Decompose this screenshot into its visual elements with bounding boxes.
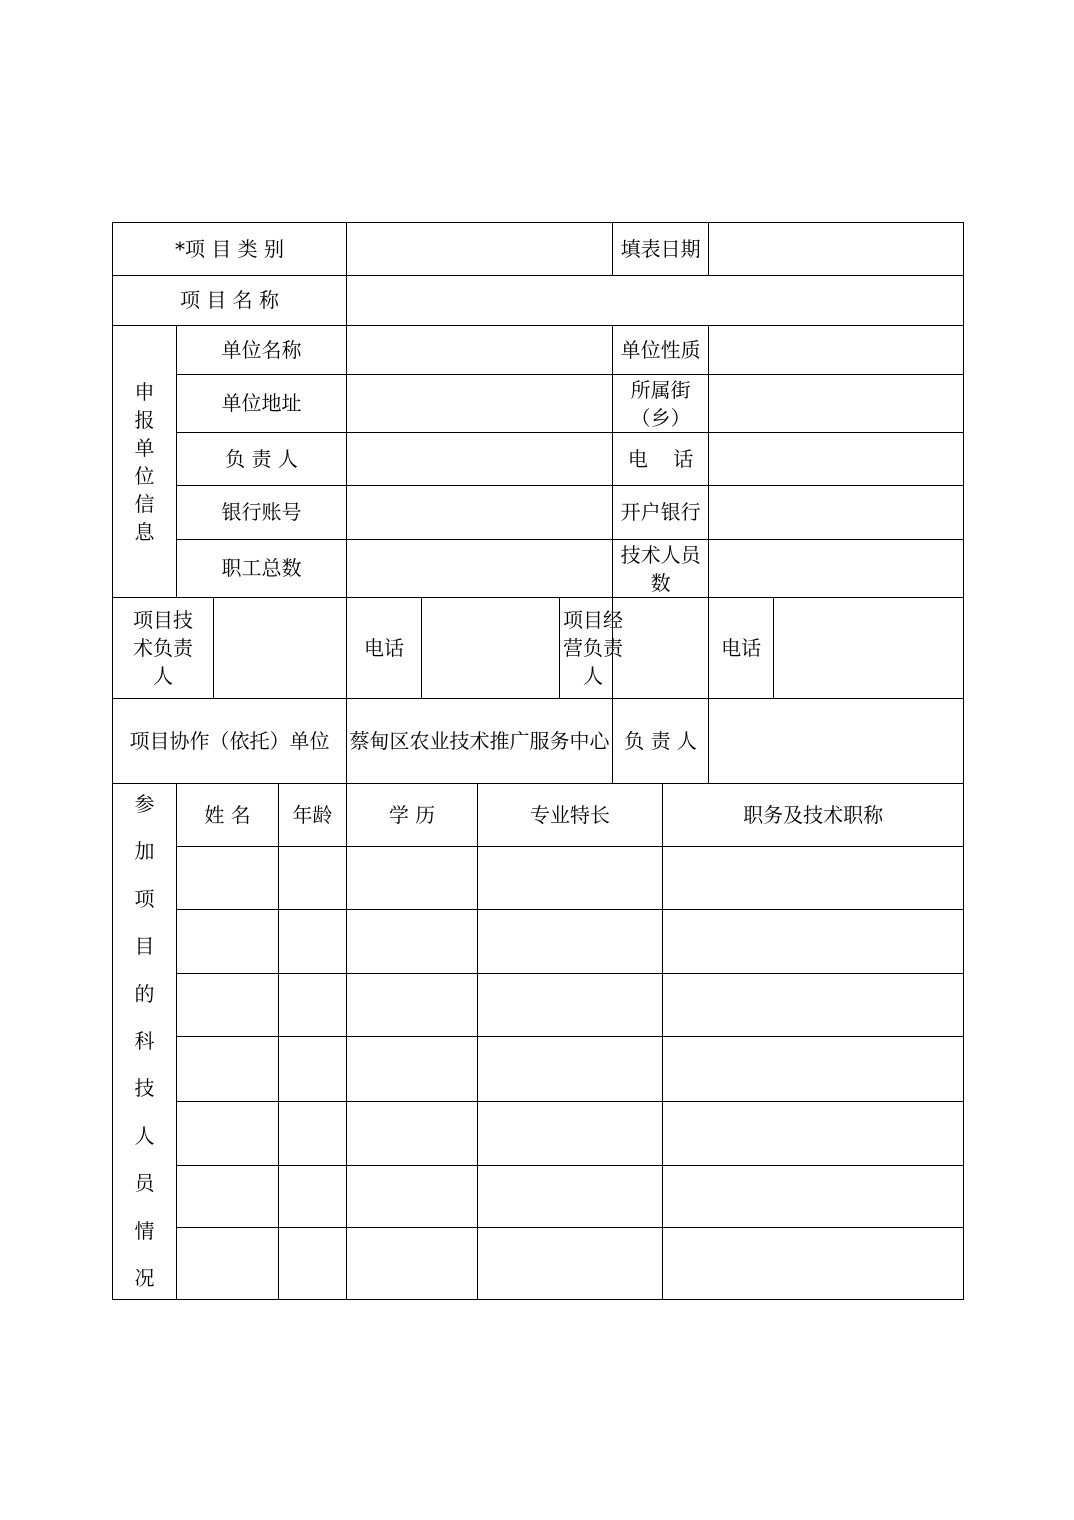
biz-lead-phone-label: 电话: [709, 598, 774, 699]
staff-group-char: 员: [134, 1171, 155, 1196]
unit-nature-field[interactable]: [709, 326, 964, 375]
unit-name-label: 单位名称: [177, 326, 347, 375]
staff-specialty-cell[interactable]: [478, 1228, 663, 1300]
applicant-group-char: 报: [134, 407, 155, 432]
staff-specialty-cell[interactable]: [478, 974, 663, 1037]
staff-group-char: 参: [134, 792, 155, 816]
table-row: [113, 1166, 964, 1228]
staff-group-char: 人: [134, 1123, 155, 1148]
tech-staff-field[interactable]: [709, 540, 964, 598]
staff-specialty-cell[interactable]: [478, 910, 663, 974]
staff-specialty-cell[interactable]: [478, 1037, 663, 1102]
staff-title-cell[interactable]: [663, 910, 964, 974]
staff-group-char: 况: [134, 1265, 155, 1290]
table-row: [113, 847, 964, 910]
staff-name-cell[interactable]: [177, 1102, 279, 1166]
staff-education-cell[interactable]: [347, 910, 478, 974]
unit-name-field[interactable]: [347, 326, 613, 375]
staff-group-char: 目: [134, 934, 155, 959]
staff-education-cell[interactable]: [347, 1102, 478, 1166]
project-name-label: 项 目 名 称: [113, 276, 347, 326]
project-category-field[interactable]: [347, 223, 613, 276]
staff-title-cell[interactable]: [663, 847, 964, 910]
phone-field[interactable]: [709, 433, 964, 486]
table-row: [113, 1228, 964, 1300]
biz-lead-label-cell: [560, 598, 624, 699]
staff-age-cell[interactable]: [279, 847, 347, 910]
person-in-charge-label: 负 责 人: [177, 433, 347, 486]
tech-lead-phone-field[interactable]: [422, 598, 560, 699]
applicant-group-char: 位: [134, 463, 155, 488]
staff-group-char: 项: [134, 886, 155, 911]
staff-age-cell[interactable]: [279, 1228, 347, 1300]
unit-nature-label: 单位性质: [613, 326, 709, 375]
staff-group-char: 的: [134, 981, 155, 1006]
phone-label: 电 话: [613, 433, 709, 486]
staff-education-cell[interactable]: [347, 847, 478, 910]
staff-education-cell[interactable]: [347, 974, 478, 1037]
staff-name-cell[interactable]: [177, 1228, 279, 1300]
staff-age-cell[interactable]: [279, 910, 347, 974]
tech-lead-phone-label: 电话: [347, 598, 422, 699]
unit-address-field[interactable]: [347, 375, 613, 433]
staff-group-char: 科: [134, 1028, 155, 1053]
staff-group-char: 技: [134, 1076, 155, 1101]
bank-account-label: 银行账号: [177, 486, 347, 540]
unit-address-label: 单位地址: [177, 375, 347, 433]
staff-age-cell[interactable]: [279, 1037, 347, 1102]
partner-person-field[interactable]: [709, 699, 964, 784]
staff-group-char: 情: [134, 1218, 155, 1243]
staff-name-cell[interactable]: [177, 910, 279, 974]
staff-name-cell[interactable]: [177, 1037, 279, 1102]
staff-specialty-cell[interactable]: [478, 847, 663, 910]
partner-person-label: 负 责 人: [613, 699, 709, 784]
staff-group-label: [113, 784, 177, 1300]
staff-age-cell[interactable]: [279, 1166, 347, 1228]
street-label-cell: [613, 375, 709, 433]
applicant-info-group-label: [113, 326, 177, 598]
table-row: [113, 1037, 964, 1102]
staff-title-cell[interactable]: [663, 974, 964, 1037]
tech-lead-field[interactable]: [214, 598, 347, 699]
street-field[interactable]: [709, 375, 964, 433]
biz-lead-phone-field[interactable]: [774, 598, 964, 699]
bank-field[interactable]: [709, 486, 964, 540]
biz-lead-label: 项目经营负责人: [563, 608, 624, 688]
applicant-group-char: 息: [134, 519, 155, 544]
staff-name-cell[interactable]: [177, 1166, 279, 1228]
staff-specialty-cell[interactable]: [478, 1102, 663, 1166]
applicant-group-char: 信: [134, 491, 155, 516]
staff-specialty-cell[interactable]: [478, 1166, 663, 1228]
staff-education-cell[interactable]: [347, 1037, 478, 1102]
bank-label: 开户银行: [613, 486, 709, 540]
project-category-label: *项 目 类 别: [113, 223, 347, 276]
staff-title-cell[interactable]: [663, 1037, 964, 1102]
biz-lead-field[interactable]: [613, 598, 709, 699]
col-title-header: 职务及技术职称: [663, 784, 964, 847]
staff-name-cell[interactable]: [177, 974, 279, 1037]
tech-lead-label-cell: [113, 598, 214, 699]
col-age-header: 年龄: [279, 784, 347, 847]
partner-label: 项目协作（依托）单位: [113, 699, 347, 784]
table-row: [113, 974, 964, 1037]
applicant-group-char: 申: [134, 379, 155, 404]
staff-education-cell[interactable]: [347, 1166, 478, 1228]
tech-lead-label: 项目技术负责人: [133, 608, 193, 688]
col-education-header: 学 历: [347, 784, 478, 847]
staff-total-label: 职工总数: [177, 540, 347, 598]
street-label: 所属街（乡）: [630, 377, 691, 430]
tech-staff-label-cell: [613, 540, 709, 598]
staff-total-field[interactable]: [347, 540, 613, 598]
project-name-field[interactable]: [347, 276, 964, 326]
table-row: [113, 1102, 964, 1166]
tech-staff-label: 技术人员数: [620, 542, 701, 595]
bank-account-field[interactable]: [347, 486, 613, 540]
table-row: [113, 910, 964, 974]
col-name-header: 姓 名: [177, 784, 279, 847]
staff-title-cell[interactable]: [663, 1166, 964, 1228]
staff-education-cell[interactable]: [347, 1228, 478, 1300]
staff-group-char: 加: [134, 839, 155, 864]
fill-date-field[interactable]: [709, 223, 964, 276]
partner-value[interactable]: 蔡甸区农业技术推广服务中心: [347, 699, 613, 784]
project-application-form: [112, 222, 964, 1300]
staff-age-cell[interactable]: [279, 1102, 347, 1166]
staff-title-cell[interactable]: [663, 1228, 964, 1300]
applicant-group-char: 单: [134, 435, 155, 460]
fill-date-label: 填表日期: [613, 223, 709, 276]
staff-title-cell[interactable]: [663, 1102, 964, 1166]
person-in-charge-field[interactable]: [347, 433, 613, 486]
staff-age-cell[interactable]: [279, 974, 347, 1037]
col-specialty-header: 专业特长: [478, 784, 663, 847]
staff-name-cell[interactable]: [177, 847, 279, 910]
